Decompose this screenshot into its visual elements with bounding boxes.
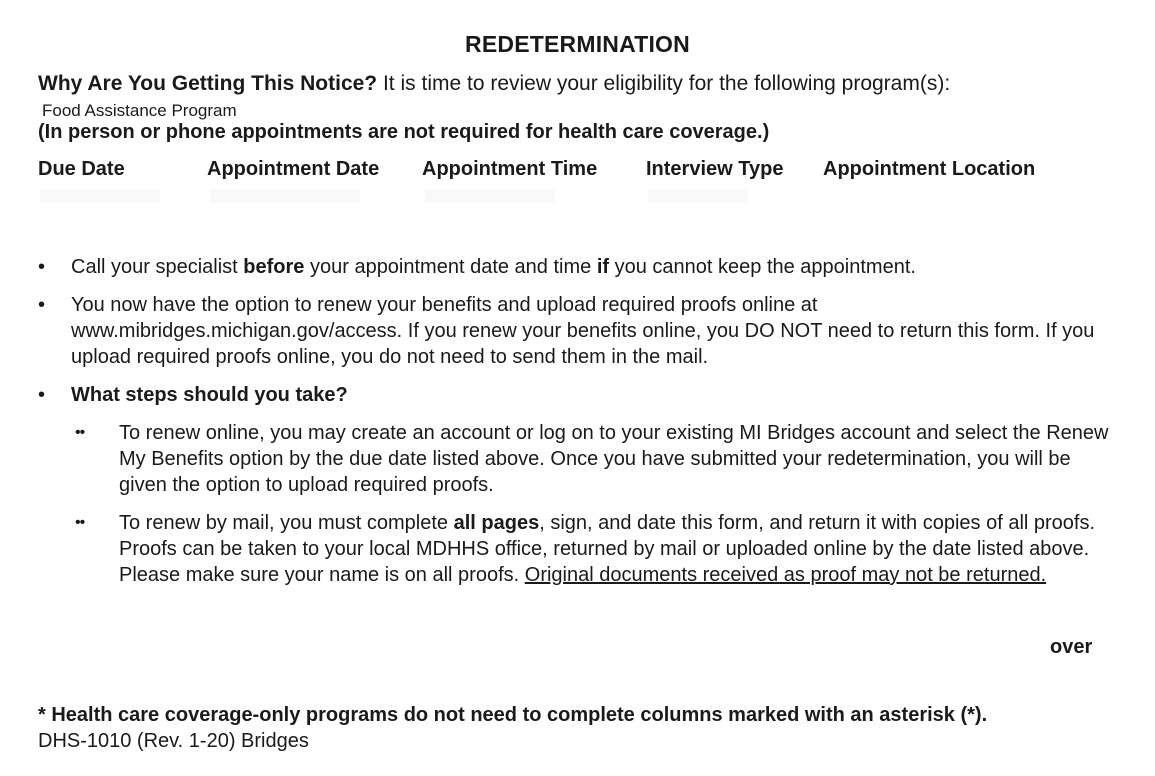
form-id: DHS-1010 (Rev. 1-20) Bridges <box>38 730 309 752</box>
subbullet-text: To renew by mail, you must complete <box>119 512 454 534</box>
list-item <box>38 382 1118 408</box>
program-name: Food Assistance Program <box>42 101 237 120</box>
list-item <box>38 292 1118 370</box>
bullet-text: your appointment date and time <box>304 256 597 278</box>
subbullet-text: , sign, and date this form, and return it with copies of all proofs. Proofs can be taken to your local MDHHS office, returned by mail or uploaded online by the date listed above. Please make sure your name is on all proofs. <box>119 512 1096 586</box>
bullet-text: You now have the option to renew your benefits and upload required proofs online at www.mibridges.michigan.gov/access. If you renew your benefits online, you DO NOT need to return this form. If you upload required proofs online, you do not need to send them in the mail. <box>71 294 1095 368</box>
redacted-value <box>210 189 360 203</box>
redacted-value <box>425 189 555 203</box>
subbullet-icon: •• <box>75 514 85 531</box>
why-notice-label: Why Are You Getting This Notice? <box>38 72 378 95</box>
column-due-date: Due Date <box>38 158 125 180</box>
subbullet-underlined: Original documents received as proof may not be returned. <box>524 564 1047 586</box>
why-notice-line <box>38 72 950 96</box>
bullet-emphasis: if <box>596 256 610 278</box>
subbullet-text: To renew online, you may create an account or log on to your existing MI Bridges account and select the Renew My Benefits option by the due date listed above. Once you have submitted your redetermination, you will be given the option to upload required proofs. <box>119 422 1109 496</box>
list-item <box>38 420 1118 498</box>
footnote: * Health care coverage-only programs do not need to complete columns marked with an asterisk (*). <box>38 704 988 726</box>
column-appointment-location: Appointment Location <box>823 158 1036 180</box>
bullet-text: you cannot keep the appointment. <box>609 256 916 278</box>
list-item <box>38 254 1118 280</box>
list-item <box>38 510 1118 588</box>
subbullet-emphasis: all pages <box>453 512 540 534</box>
bullet-text: Call your specialist <box>71 256 244 278</box>
bullet-emphasis: before <box>243 256 305 278</box>
column-interview-type: Interview Type <box>646 158 784 180</box>
steps-heading: What steps should you take? <box>71 384 348 406</box>
instructions-list <box>38 254 1118 600</box>
bullet-icon: • <box>38 256 46 278</box>
bullet-icon: • <box>38 294 46 316</box>
redacted-value <box>40 189 160 203</box>
column-appointment-date: Appointment Date <box>207 158 380 180</box>
appointment-note: (In person or phone appointments are not required for health care coverage.) <box>38 121 770 143</box>
subbullet-icon: •• <box>75 424 85 441</box>
redacted-value <box>648 189 748 203</box>
page-title: REDETERMINATION <box>465 31 690 57</box>
bullet-icon: • <box>38 384 46 406</box>
why-notice-text: It is time to review your eligibility for the following program(s): <box>377 72 951 95</box>
over-label: over <box>1050 636 1093 658</box>
column-appointment-time: Appointment Time <box>422 158 598 180</box>
